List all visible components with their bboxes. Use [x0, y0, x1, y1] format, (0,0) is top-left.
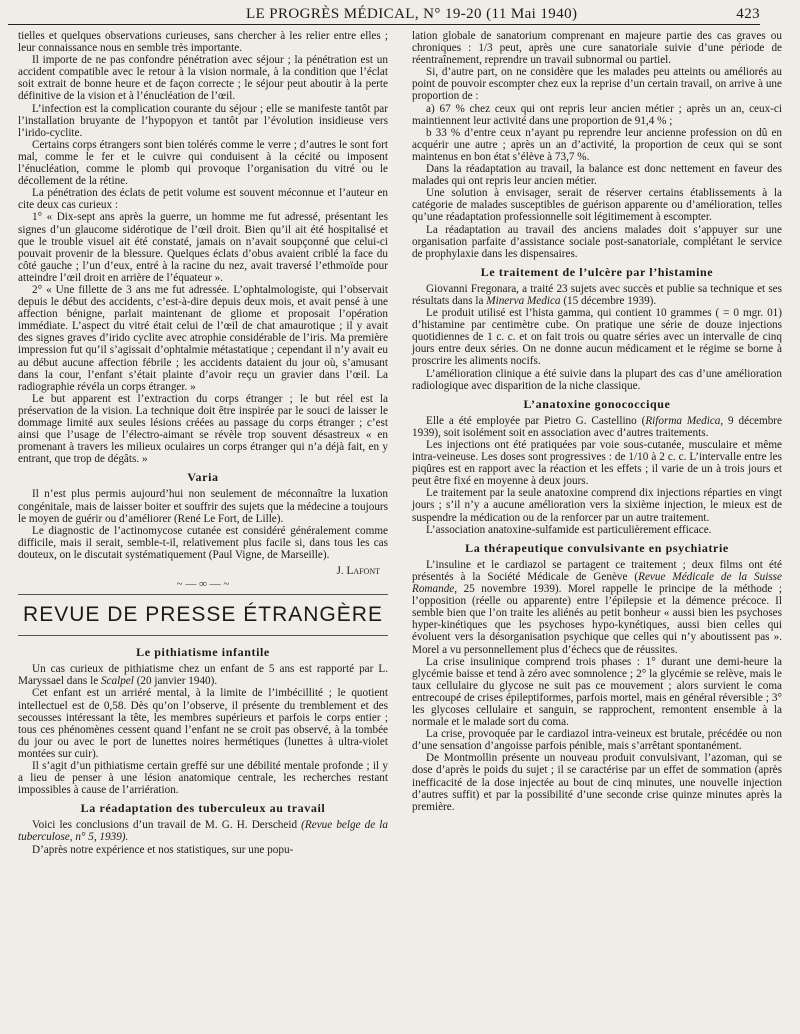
- section-title-therapeutique: La thérapeutique convulsivante en psychiatrie: [465, 540, 729, 555]
- left-column: [18, 30, 388, 856]
- section-title-readaptation: La réadaptation des tuberculeux au travail: [80, 801, 326, 816]
- paragraph: De Montmollin présente un nouveau produit convulsivant, l’azoman, qui se dose d’après le poids du sujet ; il se caractérise par un effet de sommation (après inefficacité de la dose injectée au bout de cinq minutes, une nouvelle injection d’autres suffit) et par la possibilité d’une seconde crise quinze minutes après la première.: [412, 752, 782, 813]
- paragraph: Le diagnostic de l’actinomycose cutanée est considéré généralement comme difficile, mais il serait, semble-t-il, relativement plus facile si, dans tous les cas douteux, on le discutait systématiquement (Paul Vigne, de Marseille).: [18, 524, 388, 561]
- journal-name: Riforma Medica: [645, 414, 721, 427]
- running-header: [8, 6, 760, 24]
- paragraph: Il importe de ne pas confondre pénétration avec séjour ; la pénétration est un accident compatible avec le retour à la vision normale, à la condition que l’éclat soit extrait de bonne heure et de façon correcte ; le séjour peut aboutir à la perte définitive de la vision et à l’énucléation de l’œil.: [18, 54, 388, 103]
- paragraph: Il s’agit d’un pithiatisme certain greffé sur une débilité mentale profonde ; il y a lieu de penser à une lésion anatomique centrale, les recherches restant impossibles à cause de l’arriération.: [18, 759, 388, 797]
- paragraph: lation globale de sanatorium comprenant en majeure partie des cas graves ou chroniques : 1/3 peut, après une cure sanatoriale suivie d’une période de réentraînement, reprendre un travail subnormal ou partiel.: [412, 30, 782, 67]
- text-run: L’insuline et le cardiazol se partagent ce traitement ; deux films ont été présentés à la Société Médicale de Genève (: [412, 558, 782, 583]
- section-title-ulcere: Le traitement de l’ulcère par l’histamine: [480, 264, 714, 279]
- paragraph: Le but apparent est l’extraction du corps étranger ; le but réel est la préservation de la vision. La technique doit être inspirée par le souci de laisser le dommage limité aux seules lésions créées au passage du corps étranger ; c’est ainsi que l’usage de l’électro-aimant se révèle trop souvent désastreux « en promenant à travers les milieux oculaires un corps étranger qui n’a déjà fait, en y entrant, que trop de dégâts. »: [18, 392, 388, 466]
- paragraph: Si, d’autre part, on ne considère que les malades peu atteints ou améliorés au point de pouvoir escompter chez eux la reprise d’un certain travail, on arrive à une proportion de :: [412, 66, 782, 103]
- paragraph: Il n’est plus permis aujourd’hui non seulement de méconnaître la luxation congénitale, mais de laisser boiter et souffrir des sujets que la médecine a toujours le moyen de guérir ou d’améliorer (René Le Fort, de Lille).: [18, 488, 388, 525]
- paragraph: Le traitement par la seule anatoxine comprend dix injections réparties en vingt jours ; s’il n’y a aucune amélioration vers la sixième injection, le mieux est de suspendre la médication ou de la renforcer par un autre traitement.: [412, 487, 782, 524]
- paragraph: L’amélioration clinique a été suivie dans la plupart des cas d’une amélioration radiologique avec disparition de la niche classique.: [412, 367, 782, 392]
- text-run: (15 décembre 1939).: [560, 294, 657, 307]
- paragraph: Le produit utilisé est l’hista gamma, qui contient 10 grammes ( = 0 mgr. 01) d’histamine par centimètre cube. On pratique une série de douze injections quotidiennes de 1 c. c. et on fait trois ou quatre séries avec un intervalle de cinq jours entre deux séries. On ne donne aucun médicament et le régime se borne à proscrire les aliments nocifs.: [412, 307, 782, 368]
- author-signature: J. Lafont: [336, 565, 380, 578]
- paragraph: tielles et quelques observations curieuses, sans chercher à les relier entre elles ; leur connaissance nous en semble très importante.: [18, 30, 388, 55]
- list-item-a: a) 67 % chez ceux qui ont repris leur ancien métier ; après un an, ceux-ci maintiennent leur activité dans une proportion de 91,4 % ;: [412, 102, 782, 127]
- paragraph: Les injections ont été pratiquées par voie sous-cutanée, musculaire et même intra-veineuse. Les doses sont progressives : de 1/10 à 2 c. c. L’intervalle entre les piqûres est en rapport avec la réaction et les effets ; il varie de un à trois jours et peut être fixé en moyenne à deux jours.: [412, 439, 782, 488]
- text-run: Voici les conclusions d’un travail de M. G. H. Derscheid: [32, 819, 298, 832]
- paragraph: D’après notre expérience et nos statistiques, sur une popu-: [32, 843, 294, 856]
- paragraph: Cet enfant est un arriéré mental, à la limite de l’imbécillité ; le quotient intellectuel est de 0,58. Dès qu’on l’observe, il présente du tremblement et des secousses intéressant la tête, les membres supérieurs et parfois le corps entier ; tous ces phénomènes cessent quand l’enfant ne se croit pas observé, à la tombée du jour ou avec le port de lunettes noires hermétiques (lunettes à ultra-violet montées sur cuir).: [18, 687, 388, 760]
- paragraph: [18, 819, 388, 843]
- quoted-case-2: 2° « Une fillette de 3 ans me fut adressée. L’ophtalmologiste, qui l’observait depuis le début des accidents, c’est-à-dire depuis deux mois, et avait pensé à une affection bénigne, parlait maintenant de gliome et proposait l’opération immédiate. L’aspect du vitré était celui de l’œil de chat amaurotique ; il y avait des signes graves d’irido cyclite avec atrophie considérable de l’iris. Ma première impression fut qu’il s’agissait d’ophtalmie métastatique ; cependant il n’y avait eu au début aucune affection fébrile ; les accidents dataient du jour où, s’amusant dans la cour, l’enfant s’était plainte d’avoir reçu un gravier dans l’œil. La radiographie révéla un corps étranger. »: [18, 283, 388, 393]
- section-title-varia: Varia: [187, 470, 219, 485]
- section-title-pithiatisme: Le pithiatisme infantile: [136, 645, 270, 660]
- text-run: , 25 novembre 1939). Morel rappelle le principe de la méthode ; l’opposition (réelle ou apparente) entre l’épilepsie et la démence précoce. Il semble bien que l’on traite les aliénés au petit bonheur « aussi bien les psychoses hyper-kinétiques que les psychoses hypo-kynétiques, aussi bien celles qui évoluent vers la désorganisation psychique que celles qui n’y aboutissent pas ». Morel a vu personnellement plus d’échecs que de réussites.: [412, 583, 782, 656]
- text-run: Giovanni Fregonara, a traité 23 sujets avec succès et publie sa technique et ses résultats dans la: [412, 282, 782, 307]
- text-run: Un cas curieux de pithiatisme chez un enfant de 5 ans est rapporté par L. Maryssael dans le: [18, 663, 388, 688]
- ornament-divider: ~ — ∞ — ~: [176, 578, 230, 591]
- paragraph: La pénétration des éclats de petit volume est souvent méconnue et l’auteur en cite deux cas curieux :: [18, 187, 388, 212]
- right-column: [412, 30, 782, 813]
- journal-name: Scalpel: [100, 675, 134, 688]
- paragraph: [412, 415, 782, 439]
- paragraph: La crise insulinique comprend trois phases : 1° durant une demi-heure la glycémie baisse et tend à zéro avec somnolence ; 2° la glycémie se relève, mais le taux cellulaire du glycose ne suit pas ce mouvement ; alors survient le coma entrecoupé de crises épileptiformes, parfois mortel, mais en général réversible ; 3° les glycoses cellulaire et sanguin, se rapprochent, remontent ensemble à la normale et le malade sort du coma.: [412, 655, 782, 729]
- paragraph: Dans la réadaptation au travail, la balance est donc nettement en faveur des malades qui ont repris leur ancien métier.: [412, 163, 782, 188]
- paragraph: La crise, provoquée par le cardiazol intra-veineux est brutale, précédée ou non d’une sensation d’angoisse parfois pénible, mais s’arrêtant spontanément.: [412, 728, 782, 753]
- paragraph: Certains corps étrangers sont bien tolérés comme le verre ; d’autres le sont fort mal, comme le fer et le cuivre qui conduisent à la cécité ou imposent l’énucléation, comme le plomb qui provoque l’organisation du vitré ou le décollement de la rétine.: [18, 138, 388, 188]
- list-item-b: b 33 % d’entre ceux n’ayant pu reprendre leur ancienne profession on dû en acquérir une autre ; après un an d’activité, la proportion de ceux qui se sont maintenus en bon état s’élève à 73,7 %.: [412, 126, 782, 163]
- text-run: , 9 décembre 1939), soit isolément soit en association avec d’autres traitements.: [412, 414, 782, 439]
- header-rule: [8, 24, 760, 25]
- journal-name: Revue Médicale de la Suisse Romande: [412, 570, 782, 596]
- paragraph: Une solution à envisager, serait de réserver certains établissements à la catégorie de malades susceptibles de guérison apparente ou d’amélioration, telles qu’une réadaptation professionnelle soit légitimement à escompter.: [412, 187, 782, 224]
- text-run: (20 janvier 1940).: [133, 675, 218, 688]
- journal-name: (Revue belge de la tuberculose, n° 5, 1939).: [18, 819, 389, 844]
- running-title: LE PROGRÈS MÉDICAL, N° 19-20 (11 Mai 1940): [246, 6, 578, 22]
- quoted-case-1: 1° « Dix-sept ans après la guerre, un homme me fut adressé, présentant les signes d’un glaucome sidérotique de l’œil droit. Bien qu’il ait été hospitalisé et que le trouble visuel ait été constaté, jamais on n’avait soupçonné que celui-ci pouvait provenir de la blessure. Quelques éclats d’obus avaient criblé la face du côté gauche ; l’un d’eux, entré à la racine du nez, avait traversé l’ethmoïde pour atteindre l’œil droit en arrière de l’équateur ».: [18, 211, 388, 284]
- text-run: Elle a été employée par Pietro G. Castellino (: [426, 414, 646, 427]
- paragraph: [412, 559, 782, 656]
- paragraph: [412, 283, 782, 307]
- paragraph: L’association anatoxine-sulfamide est particulièrement efficace.: [426, 523, 712, 536]
- paragraph: [18, 663, 388, 687]
- section-title-anatoxine: L’anatoxine gonococcique: [523, 396, 671, 411]
- page-number: 423: [736, 6, 760, 22]
- paragraph: La réadaptation au travail des anciens malades doit s’appuyer sur une organisation parfaite d’assistance sociale post-sanatoriale, complétant le service de prophylaxie dans les dispensaires.: [412, 223, 782, 260]
- paragraph: L’infection est la complication courante du séjour ; elle se manifeste tantôt par l’installation bruyante de l’hypopyon et tantôt par l’évolution insidieuse vers l’irido-cyclite.: [18, 102, 388, 139]
- journal-name: Minerva Medica: [486, 294, 561, 307]
- revue-heading: REVUE DE PRESSE ÉTRANGÈRE: [18, 594, 388, 636]
